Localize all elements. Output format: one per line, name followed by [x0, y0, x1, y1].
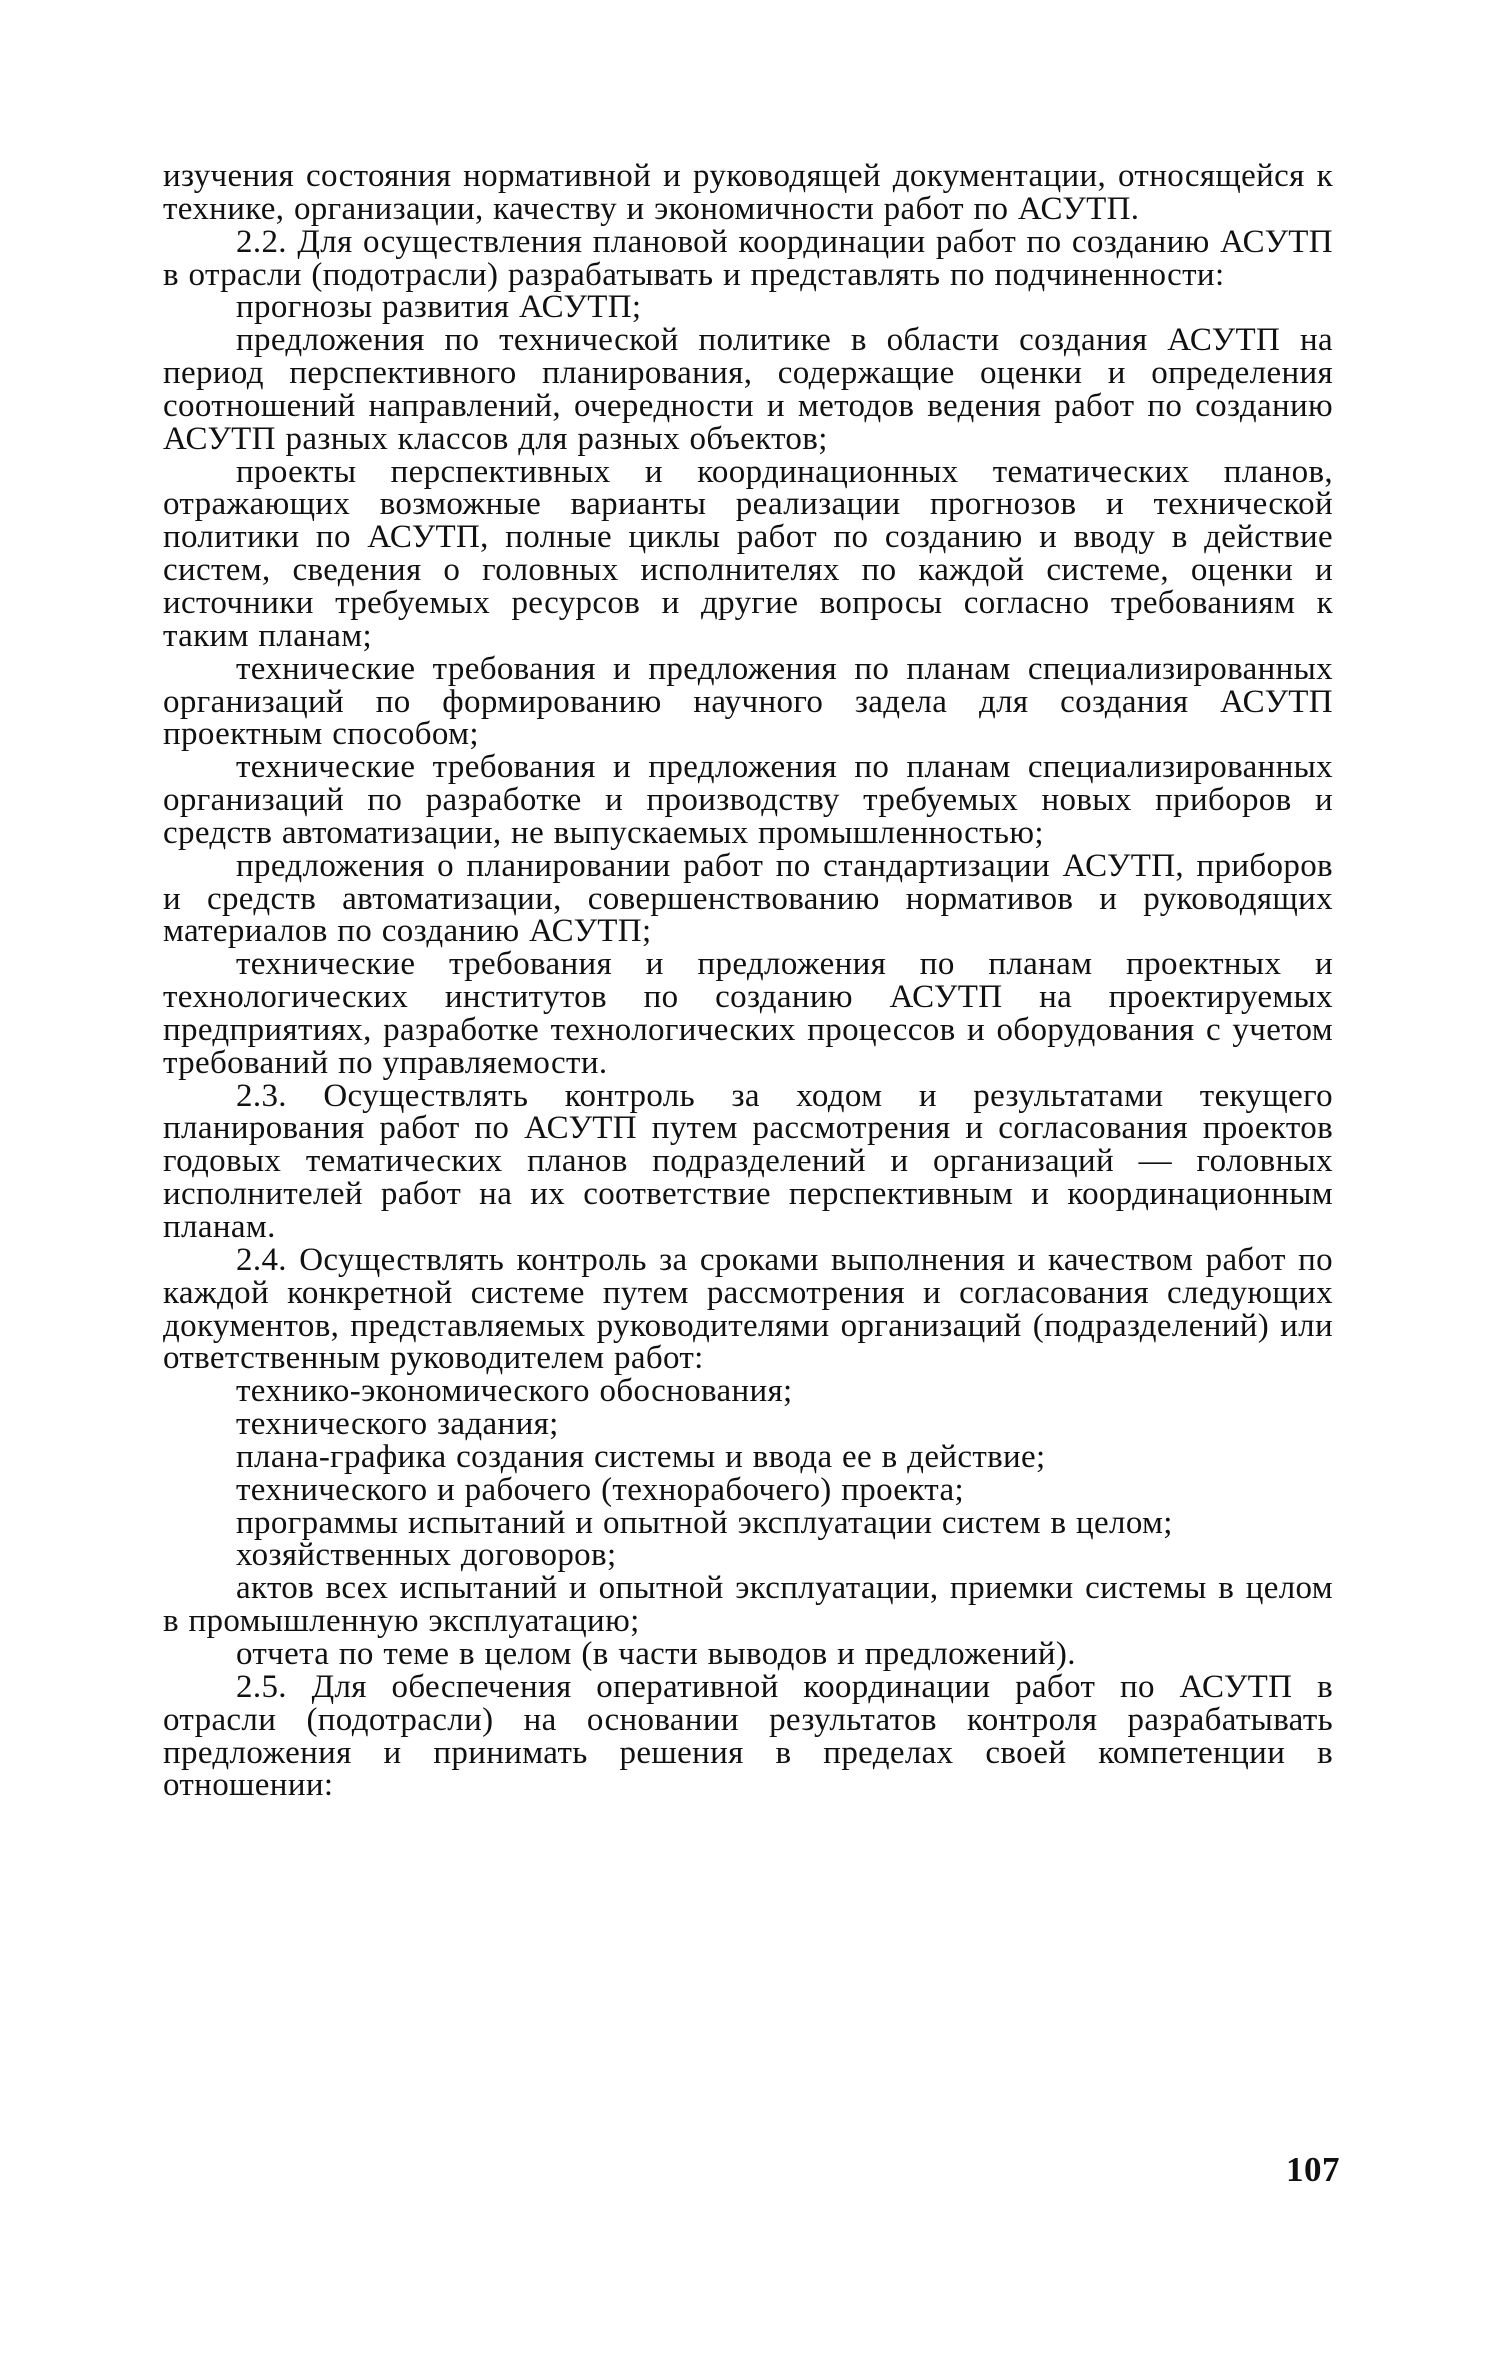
paragraph: предложения о планировании работ по стандартизации АСУТП, приборов и средств автоматизации, совершенствованию нормативов и руководящих материалов по созданию АСУТП;	[163, 847, 1333, 950]
paragraph: плана-графика создания системы и ввода ее в действие;	[236, 1438, 1046, 1475]
paragraph: изучения состояния нормативной и руководящей документации, относящейся к технике, организации, качеству и экономичности работ по АСУТП.	[163, 158, 1333, 227]
paragraph: отчета по теме в целом (в части выводов и предложений).	[236, 1635, 1076, 1672]
paragraph: программы испытаний и опытной эксплуатации систем в целом;	[236, 1504, 1173, 1541]
paragraph: проекты перспективных и координационных тематических планов, отражающих возможные варианты реализации прогнозов и технической политики по АСУТП, полные циклы работ по созданию и вводу в действие систем, сведения о головных исполнителях по каждой системе, оценки и источники требуемых ресурсов и другие вопросы согласно требованиям к таким планам;	[163, 453, 1333, 654]
body-text	[163, 160, 1333, 1802]
paragraph: хозяйственных договоров;	[236, 1537, 617, 1574]
paragraph: 2.5. Для обеспечения оперативной координации работ по АСУТП в отрасли (подотрасли) на основании результатов контроля разрабатывать предложения и принимать решения в пределах своей компетенции в отношении:	[163, 1668, 1333, 1804]
paragraph: предложения по технической политике в области создания АСУТП на период перспективного планирования, содержащие оценки и определения соотношений направлений, очередности и методов ведения работ по созданию АСУТП разных классов для разных объектов;	[163, 322, 1333, 457]
paragraph: технические требования и предложения по планам специализированных организаций по формированию научного задела для создания АСУТП проектным способом;	[163, 650, 1333, 753]
paragraph: 2.3. Осуществлять контроль за ходом и результатами текущего планирования работ по АСУТП путем рассмотрения и согласования проектов годовых тематических планов подразделений и организаций — головных исполнителей работ на их соответствие перспективным и координационным планам.	[163, 1077, 1333, 1245]
paragraph: актов всех испытаний и опытной эксплуатации, приемки системы в целом в промышленную эксплуатацию;	[163, 1570, 1333, 1640]
paragraph: технические требования и предложения по планам проектных и технологических институтов по созданию АСУТП на проектируемых предприятиях, разработке технологических процессов и оборудования с учетом требований по управляемости.	[163, 946, 1333, 1081]
paragraph: технические требования и предложения по планам специализированных организаций по разработке и производству требуемых новых приборов и средств автоматизации, не выпускаемых промышленностью;	[163, 749, 1333, 851]
page-number: 107	[1286, 2150, 1340, 2189]
paragraph: технического и рабочего (технорабочего) проекта;	[236, 1471, 964, 1508]
paragraph: технического задания;	[236, 1406, 559, 1443]
paragraph: технико-экономического обоснования;	[236, 1373, 793, 1410]
paragraph: 2.2. Для осуществления плановой координации работ по созданию АСУТП в отрасли (подотрасли) разрабатывать и представлять по подчиненности:	[163, 223, 1333, 293]
paragraph: прогнозы развития АСУТП;	[236, 289, 642, 326]
paragraph: 2.4. Осуществлять контроль за сроками выполнения и качеством работ по каждой конкретной системе путем рассмотрения и согласования следующих документов, представляемых руководителями организаций (подразделений) или ответственным руководителем работ:	[163, 1241, 1333, 1377]
